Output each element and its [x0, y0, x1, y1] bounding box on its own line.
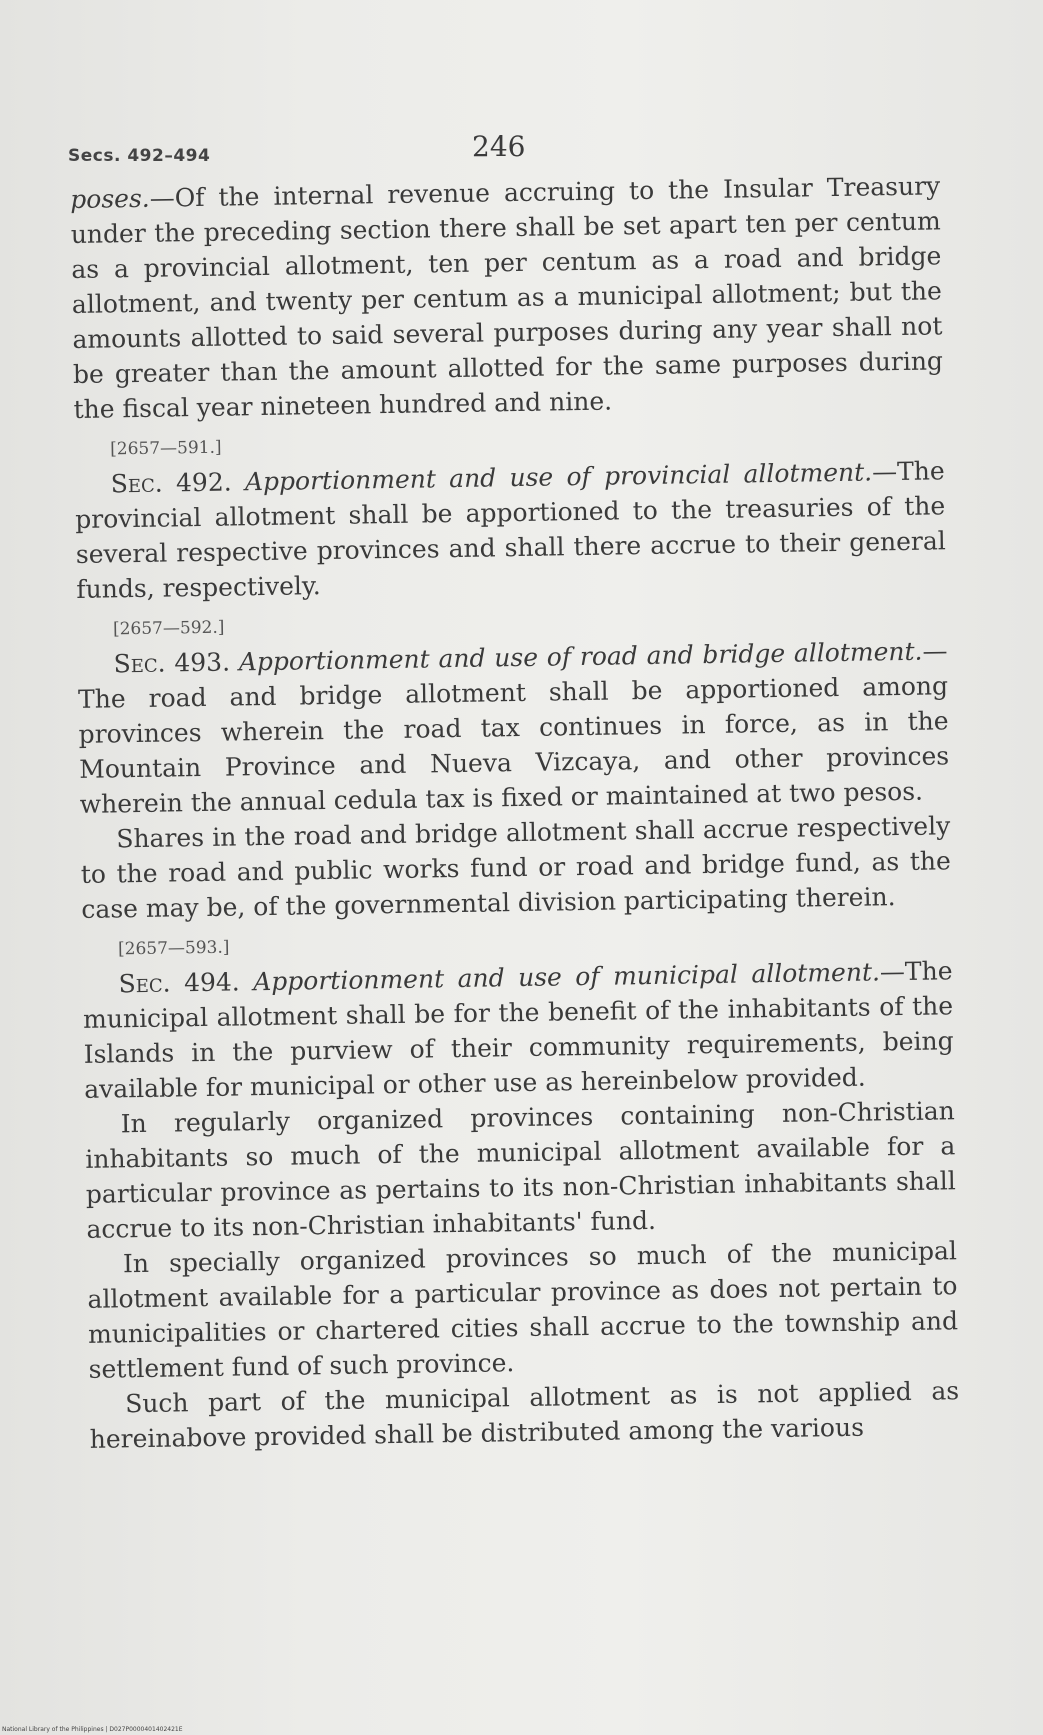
section-title: Apportionment and use of provincial allotment. — [244, 457, 873, 497]
section-text: —The municipal allotment shall be for the benefit of the inhabitants of the Islands in the purview of their community requirements, being available for municipal or other use as hereinbelow provided. — [82, 956, 954, 1104]
source-reference-492: [2657—591.] — [110, 437, 222, 460]
continued-paragraph-text: —Of the internal revenue accruing to the Insular Treasury under the preceding section there shall be set apart ten per centum as a provincial allotment, ten per centum as a road and bridge allotment, and twenty per centum as a municipal allotment; but the amounts allotted to said several purposes during any year shall not be greater than the amount allotted for the same purposes during the fiscal year nineteen hundred and nine. — [70, 171, 944, 424]
page-number: 246 — [472, 130, 526, 163]
source-reference-493: [2657—592.] — [112, 617, 225, 640]
section-text: —The road and bridge allotment shall be apportioned among provinces wherein the road tax continues in force, as in the Mountain Province and Nueva Vizcaya, and other provinces wherein the annual cedula tax is fixed or maintained at two pesos. — [77, 636, 950, 819]
section-493-paragraph-2: Shares in the road and bridge allotment shall accrue respectively to the road and public works fund or road and bridge fund, as the case may be, of the governmental division participating therein. — [80, 811, 951, 924]
section-text: —The provincial allotment shall be apportioned to the treasuries of the several respective provinces and shall there accrue to their general funds, respectively. — [75, 456, 946, 604]
source-reference-494: [2657—593.] — [117, 937, 230, 960]
section-label: Sec. 493. — [113, 647, 231, 679]
section-label: Sec. 492. — [110, 467, 232, 499]
section-494-paragraph-3: In specially organized provinces so much of the municipal allotment available for a particular province as does not pertain to municipalities or chartered cities shall accrue to the township and settlement fund of such province. — [87, 1236, 959, 1384]
section-range: Secs. 492–494 — [68, 146, 211, 166]
section-492 — [74, 453, 946, 607]
section-494-paragraph-4: Such part of the municipal allotment as is not applied as hereinabove provided shall be distributed among the various — [89, 1376, 960, 1454]
section-494 — [82, 953, 954, 1107]
scan-credit: National Library of the Philippines | D027P0000401402421E — [2, 1726, 183, 1733]
continued-heading-fragment: poses. — [70, 183, 150, 214]
section-title: Apportionment and use of road and bridge allotment. — [238, 636, 923, 677]
body-text — [70, 168, 960, 1457]
section-493 — [77, 633, 950, 822]
section-label: Sec. 494. — [118, 967, 240, 999]
continued-paragraph — [70, 168, 944, 427]
section-title: Apportionment and use of municipal allotment. — [252, 957, 881, 997]
section-494-paragraph-2: In regularly organized provinces containing non-Christian inhabitants so much of the municipal allotment available for a particular province as pertains to its non-Christian inhabitants shall accrue to its non-Christian inhabitants' fund. — [85, 1096, 957, 1244]
page-header — [68, 128, 948, 168]
